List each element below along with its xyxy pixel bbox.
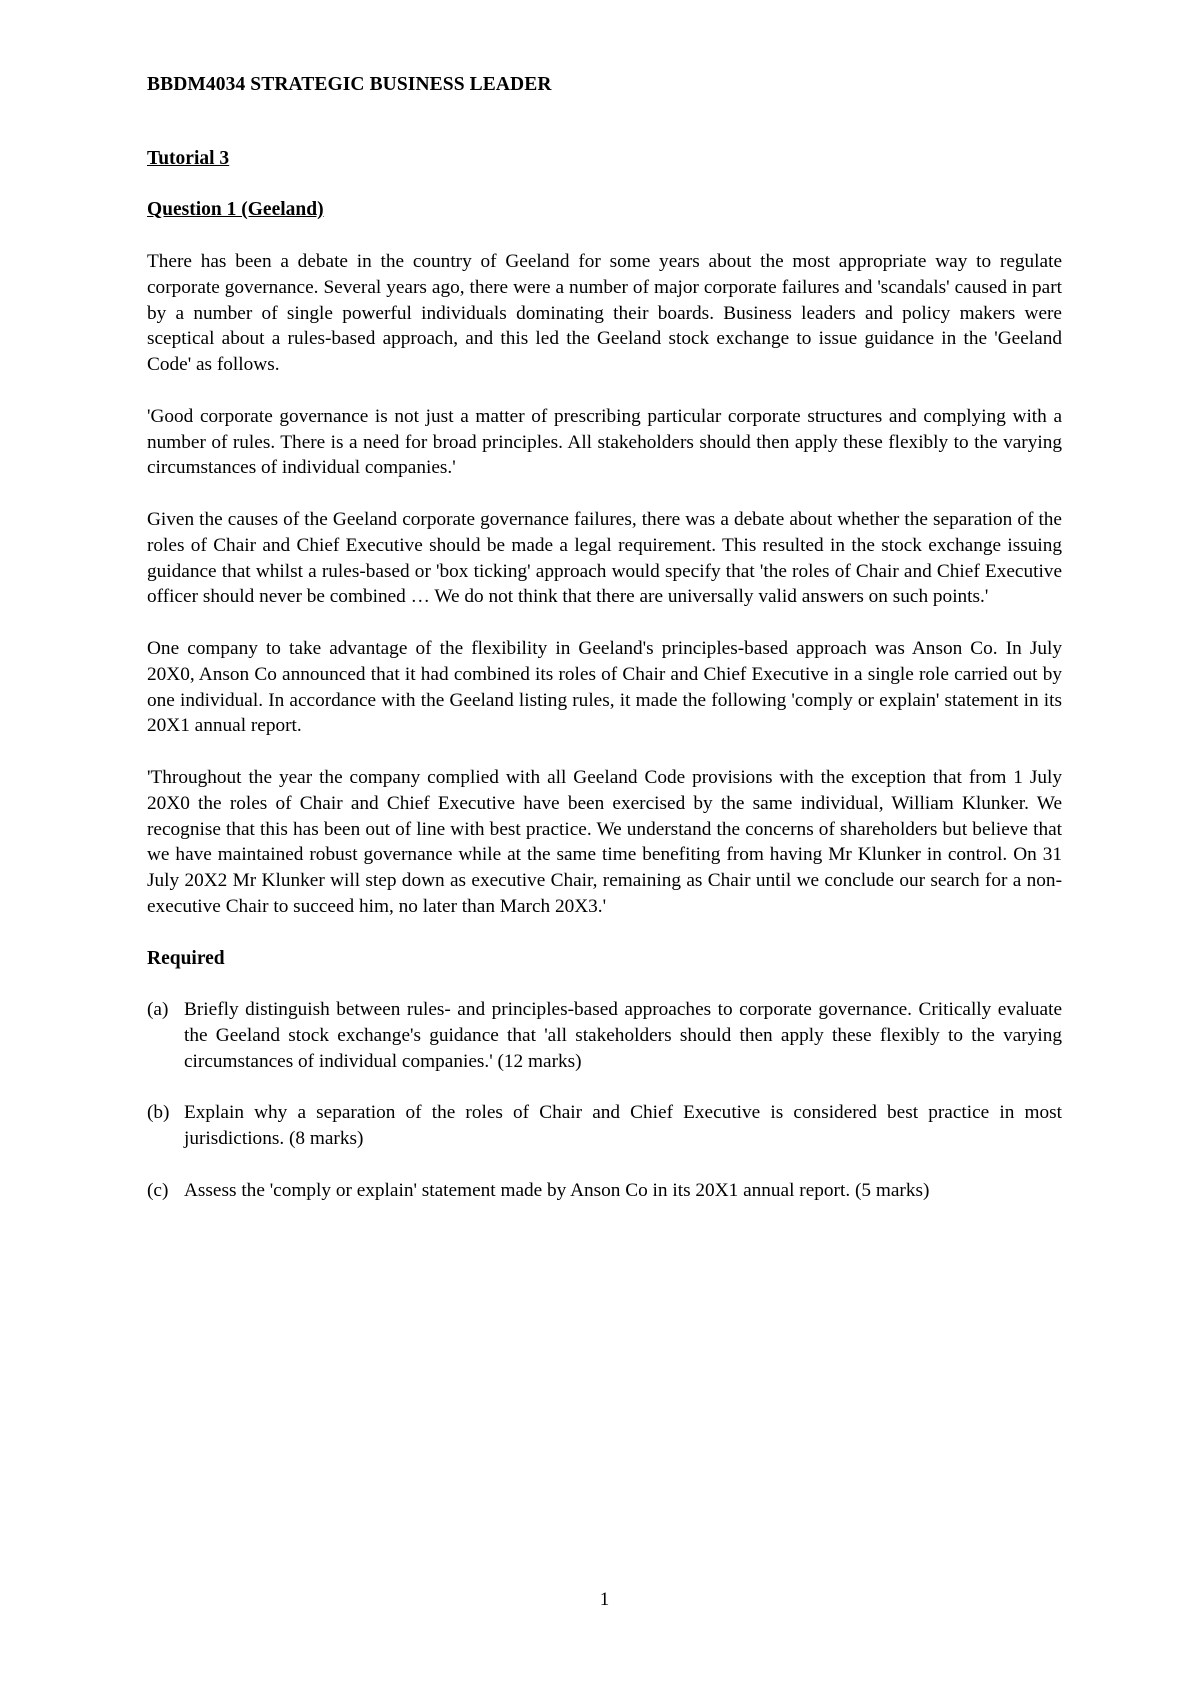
paragraph-anson-co: One company to take advantage of the flexibility in Geeland's principles-based approach was Anson Co. In July 20X0, Anson Co announced that it had combined its roles of Chair and Chief Executive in a single role carried out by one individual. In accordance with the Geeland listing rules, it made the following 'comply or explain' statement in its 20X1 annual report. <box>147 637 1062 737</box>
paragraph-comply-or-explain-statement: 'Throughout the year the company complied with all Geeland Code provisions with the exception that from 1 July 20X0 the roles of Chair and Chief Executive have been exercised by the same individual, William Klunker. We recognise that this has been out of line with best practice. We understand the concerns of shareholders but believe that we have maintained robust governance while at the same time benefiting from having Mr Klunker in control. On 31 July 20X2 Mr Klunker will step down as executive Chair, remaining as Chair until we conclude our search for a non-executive Chair to succeed him, no later than March 20X3.' <box>147 766 1062 917</box>
required-item-label: (c) <box>147 1179 169 1201</box>
required-item-text: Assess the 'comply or explain' statement made by Anson Co in its 20X1 annual report. (5 marks) <box>184 1179 930 1201</box>
tutorial-title: Tutorial 3 <box>147 148 230 169</box>
required-item-text: Briefly distinguish between rules- and principles-based approaches to corporate governance. Critically evaluate the Geeland stock exchange's guidance that 'all stakeholders should then apply these flexibly to the varying circumstances of individual companies.' (12 marks) <box>184 999 1062 1072</box>
required-item-a <box>147 997 1062 1074</box>
required-list <box>147 997 1062 1203</box>
course-title: BBDM4034 STRATEGIC BUSINESS LEADER <box>147 74 552 95</box>
required-item-label: (b) <box>147 1102 170 1124</box>
required-item-b <box>147 1100 1062 1152</box>
page-number: 1 <box>599 1589 610 1610</box>
required-item-text: Explain why a separation of the roles of Chair and Chief Executive is considered best practice in most jurisdictions. (8 marks) <box>184 1102 1062 1150</box>
document-page <box>147 0 1062 1696</box>
paragraph-background: There has been a debate in the country of Geeland for some years about the most appropriate way to regulate corporate governance. Several years ago, there were a number of major corporate failures and 'scandals' caused in part by a number of single powerful individuals dominating their boards. Business leaders and policy makers were sceptical about a rules-based approach, and this led the Geeland stock exchange to issue guidance in the 'Geeland Code' as follows. <box>147 251 1062 376</box>
paragraph-separation-debate: Given the causes of the Geeland corporate governance failures, there was a debate about whether the separation of the roles of Chair and Chief Executive should be made a legal requirement. This resulted in the stock exchange issuing guidance that whilst a rules-based or 'box ticking' approach would specify that 'the roles of Chair and Chief Executive officer should never be combined … We do not think that there are universally valid answers on such points.' <box>147 508 1062 608</box>
paragraph-geeland-code-quote: 'Good corporate governance is not just a matter of prescribing particular corporate structures and complying with a number of rules. There is a need for broad principles. All stakeholders should then apply these flexibly to the varying circumstances of individual companies.' <box>147 405 1062 479</box>
question-body <box>147 249 1062 1229</box>
required-item-c <box>147 1178 1062 1204</box>
required-heading: Required <box>147 947 225 969</box>
question-title: Question 1 (Geeland) <box>147 199 324 220</box>
required-item-label: (a) <box>147 999 169 1021</box>
